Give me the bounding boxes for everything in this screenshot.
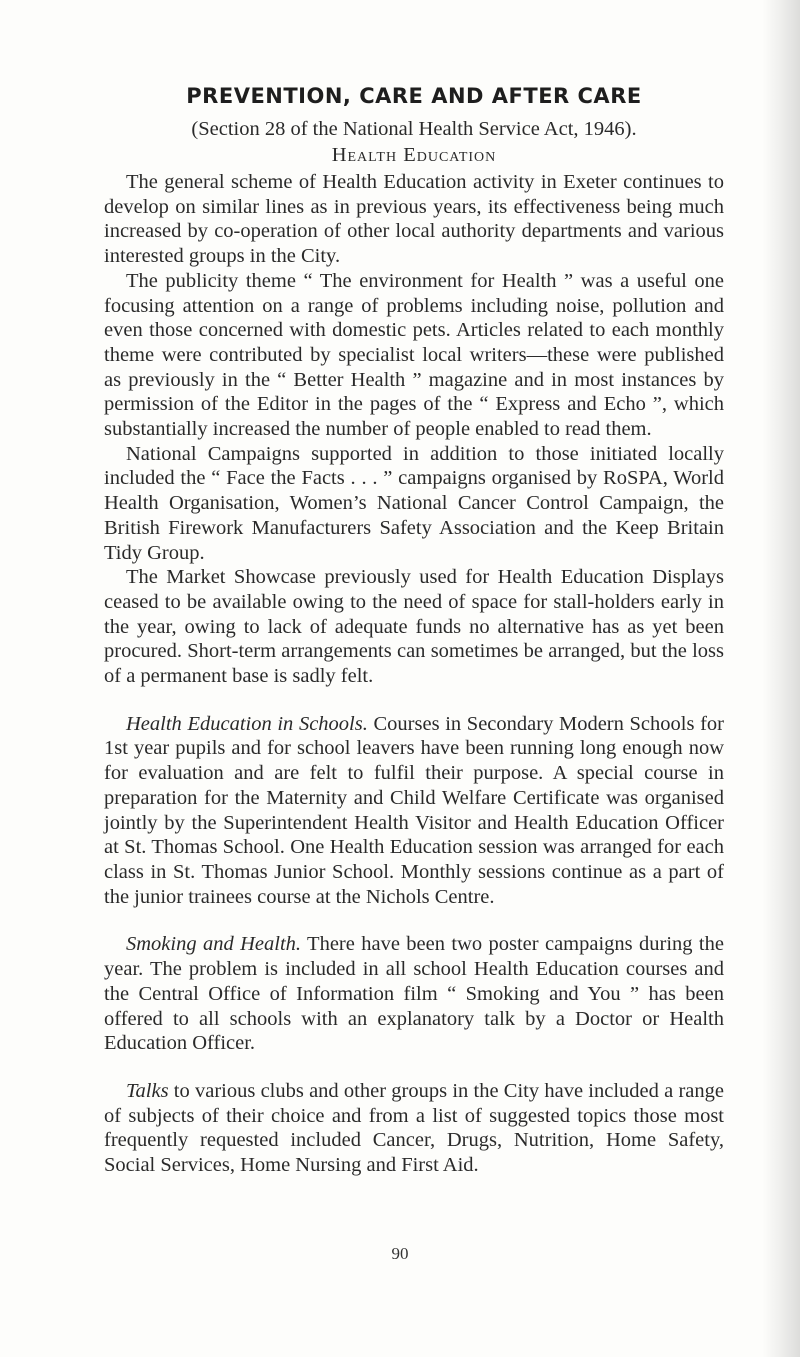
run-in-heading: Talks [126, 1079, 169, 1102]
paragraph-smoking [104, 932, 724, 1056]
paragraph-text: The publicity theme “ The environment for Health ” was a useful one focusing attention on a range of problems including noise, pollution and even those concerned with domestic pets. Articles related to each monthly theme were contributed by specialist local writers—these were published as previously in the “ Better Health ” magazine and in most instances by permission of the Editor in the pages of the “ Express and Echo ”, which substantially increased the number of people enabled to read them. [104, 269, 724, 441]
section-reference: (Section 28 of the National Health Service Act, 1946). [191, 118, 637, 140]
paragraph-text: The general scheme of Health Education activity in Exeter continues to develop on similar lines as in previous years, its effectiveness being much increased by co-operation of other local authority departments and various interested groups in the City. [104, 171, 724, 268]
page-number: 90 [391, 1244, 409, 1263]
document-page [104, 82, 724, 1178]
paragraph-text: Courses in Secondary Modern Schools for 1st year pupils and for school leavers have been running long enough now for evaluation and are felt to fulfil their purpose. A special course in preparation for the Maternity and Child Welfare Certificate was organised jointly by the Superintendent Health Visitor and Health Education Officer at St. Thomas School. One Health Education session was arranged for each class in St. Thomas Junior School. Monthly sessions continue as a part of the junior trainees course at the Nichols Centre. [104, 712, 724, 908]
paragraph-national-campaigns [104, 442, 724, 566]
page-title: PREVENTION, CARE AND AFTER CARE [186, 84, 642, 108]
paragraph-schools [104, 712, 724, 910]
run-in-heading: Health Education in Schools. [126, 712, 368, 735]
paragraph-general-scheme [104, 170, 724, 269]
paragraph-text: There have been two poster campaigns during the year. The problem is included in all school Health Education courses and the Central Office of Information film “ Smoking and You ” has been offered to all schools with an explanatory talk by a Doctor or Health Education Officer. [104, 933, 724, 1055]
paragraph-text: to various clubs and other groups in the City have included a range of subjects of their choice and from a list of suggested topics those most frequently requested included Cancer, Drugs, Nutrition, Home Safety, Social Services, Home Nursing and First Aid. [104, 1079, 725, 1177]
paragraph-market-showcase [104, 565, 724, 689]
paragraph-publicity-theme [104, 269, 724, 442]
paragraph-text: The Market Showcase previously used for Health Education Displays ceased to be available owing to the need of space for stall-holders early in the year, owing to lack of adequate funds no alternative has as yet been procured. Short-term arrangements can sometimes be arranged, but the loss of a permanent base is sadly felt. [104, 566, 724, 688]
section-heading: Health Education [331, 144, 497, 166]
page-edge-shadow [762, 0, 800, 1357]
paragraph-text: National Campaigns supported in addition to those initiated locally included the “ Face the Facts . . . ” campaigns organised by RoSPA, World Health Organisation, Women’s National Cancer Control Campaign, the British Firework Manufacturers Safety Association and the Keep Britain Tidy Group. [104, 442, 724, 564]
run-in-heading: Smoking and Health. [126, 933, 302, 956]
paragraph-talks [104, 1079, 724, 1178]
